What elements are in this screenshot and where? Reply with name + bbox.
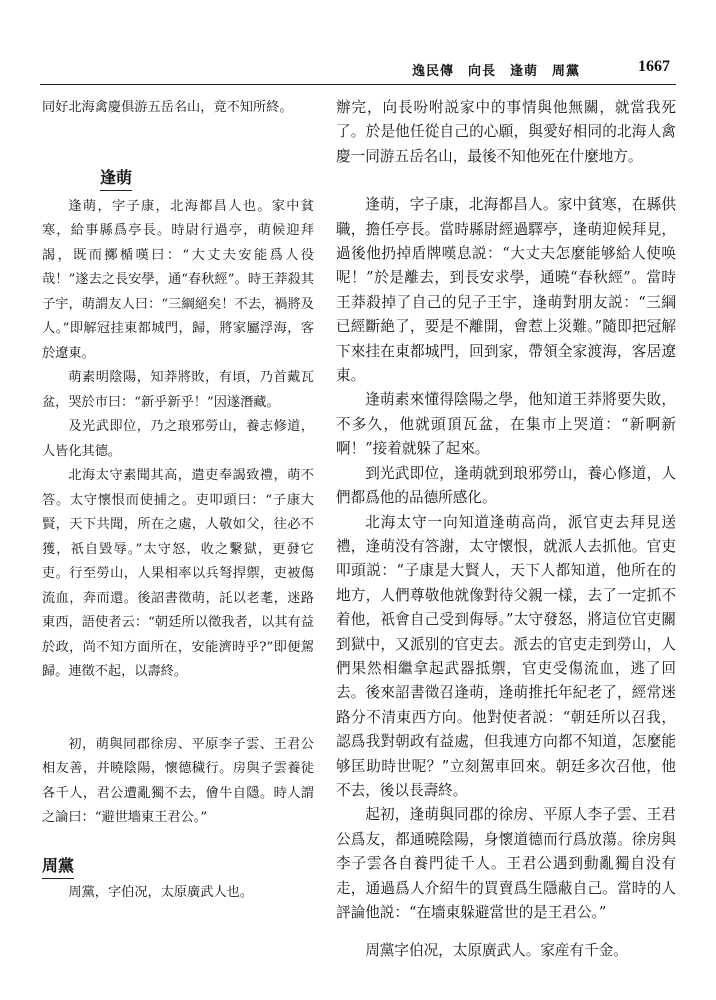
section-heading-feng-meng: 逢萌 [100, 167, 132, 191]
paragraph-classical-1: 逢萌，字子康，北海都昌人也。家中貧寒，給事縣爲亭長。時尉行過亭，萌候迎拜謁，既而擲楯嘆曰：“大丈夫安能爲人役哉！”遂去之長安學，通“春秋經”。時王莽殺其子宇，萌謂友人曰：“三綱絕矣！不去，禍將及人。”即解冠挂東都城門，歸，將家屬浮海，客於遼東。 [42, 198, 314, 361]
classical-text-column [42, 96, 314, 905]
paragraph-classical-4: 北海太守素聞其高，遣吏奉謁致禮，萌不答。太守懷恨而使捕之。吏叩頭曰：“子康大賢，天下共聞，所在之處，人敬如父，往必不獲，祇自毀辱。”太守怒，收之繫獄，更發它吏。行至勞山，人果相率以兵弩捍禦，吏被傷流血，奔而還。後詔書徵萌，託以老耄，迷路東西，語使者云：“朝廷所以徵我者，以其有益於政，尚不知方面所在，安能濟時乎?”即便駕歸。連徵不起，以壽終。 [42, 468, 314, 679]
paragraph-classical-2: 萌素明陰陽，知莽將敗，有頃，乃首戴瓦盆，哭於市曰：“新乎新乎！”因遂潛藏。 [42, 370, 314, 410]
section-heading-zhou-dang: 周黨 [42, 855, 74, 879]
translation-column [336, 96, 676, 964]
paragraph-translation-6: 周黨字伯况，太原廣武人。家産有千金。 [365, 942, 628, 960]
paragraph-intro-classical: 同好北海禽慶俱游五岳名山，竟不知所終。 [42, 100, 293, 115]
paragraph-classical-3: 及光武即位，乃之琅邪勞山，養志修道，人皆化其德。 [42, 419, 314, 459]
paragraph-translation-2: 逢萌素來懂得陰陽之學，他知道王莽將要失敗，不多久，他就頭頂瓦盆，在集市上哭道：“新啊新啊！”接着就躲了起來。 [336, 391, 676, 458]
paragraph-intro-translation: 辦完，向長吩咐説家中的事情與他無關，就當我死了。於是他任從自己的心願，與愛好相同的北海人禽慶一同游五岳名山，最後不知他死在什麼地方。 [336, 99, 676, 165]
page-header [40, 56, 676, 85]
paragraph-classical-5: 初，萌與同郡徐房、平原李子雲、王君公相友善，并曉陰陽，懷德穢行。房與子雲養徒各千人，君公遭亂獨不去，儈牛自隱。時人謂之論曰：“避世墻東王君公。” [42, 736, 314, 825]
paragraph-translation-4: 北海太守一向知道逢萌高尚，派官吏去拜見送禮，逢萌没有答謝，太守懷恨，就派人去抓他。官吏叩頭説：“子康是大賢人，天下人都知道，他所在的地方，人們尊敬他就像對待父親一樣，去了一定抓不着他，祇會自己受到侮辱。”太守發怒，將這位官吏關到獄中，又派别的官吏去。派去的官吏走到勞山，人們果然相繼拿起武器抵禦，官吏受傷流血，逃了回去。後來詔書徵召逢萌，逢萌推托年紀老了，經常迷路分不清東西方向。他對使者説：“朝廷所以召我，認爲我對朝政有益處，但我連方向都不知道，怎麼能够匡助時世呢？”立刻駕車回來。朝廷多次召他，他不去，後以長壽終。 [336, 513, 676, 799]
paragraph-translation-1: 逢萌，字子康，北海都昌人。家中貧寒，在縣供職，擔任亭長。當時縣尉經過驛亭，逢萌迎候拜見，過後他扔掉盾牌嘆息説：“大丈夫怎麼能够給人使唤呢！”於是離去，到長安求學，通曉“春秋經”。當時王莽殺掉了自己的兒子王宇，逢萌對朋友説：“三綱已經斷絶了，要是不離開，會惹上災難。”隨即把冠解下來挂在東都城門，回到家，帶領全家渡海，客居遼東。 [336, 196, 676, 385]
paragraph-translation-3: 到光武即位，逢萌就到琅邪勞山，養心修道，人們都爲他的品德所感化。 [336, 464, 676, 507]
paragraph-classical-6: 周黨，字伯况，太原廣武人也。 [68, 884, 254, 900]
running-title: 逸民傳 向長 逢萌 周黨 [411, 64, 580, 79]
page-number: 1667 [638, 58, 670, 75]
paragraph-translation-5: 起初，逢萌與同郡的徐房、平原人李子雲、王君公爲友，都通曉陰陽，身懷道德而行爲放蕩。徐房與李子雲各自養門徒千人。王君公遇到動亂獨自没有走，通過爲人介紹牛的買賣爲生隱蔽自己。當時的人評論他説：“在墻東躲避當世的是王君公。” [336, 806, 676, 921]
